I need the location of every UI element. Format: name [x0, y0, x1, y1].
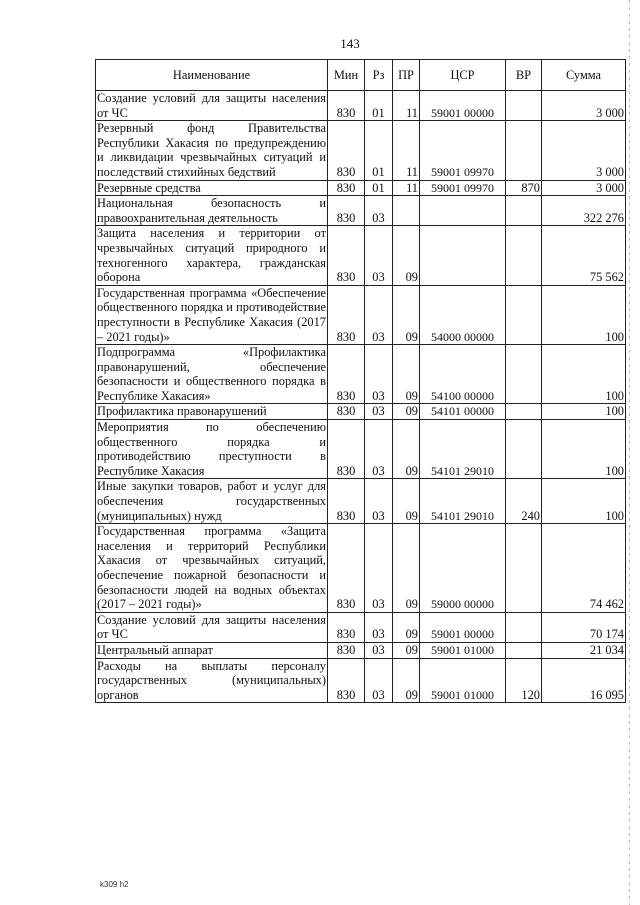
cell-name: Государственная программа «Защита населения и территорий Республики Хакасия от чрезвычайных ситуаций, обеспечение пожарной безопасности и безопасности людей на водных объектах (2017 – 2021 годы)» — [97, 524, 326, 612]
scan-edge-artifact — [629, 0, 630, 905]
cell-csr: 59001 01000 — [420, 658, 506, 703]
cell-name: Создание условий для защиты населения от ЧС — [97, 612, 326, 642]
cell-rz: 01 — [365, 91, 393, 121]
cell-min: 830 — [328, 524, 365, 613]
cell-csr: 59001 09970 — [420, 121, 506, 180]
table-header-row — [96, 60, 626, 91]
cell-sum: 100 — [542, 404, 626, 420]
cell-min: 830 — [328, 420, 365, 479]
cell-csr: 59001 01000 — [420, 642, 506, 658]
cell-name: Мероприятия по обеспечению общественного порядка и противодействию преступности в Республике Хакасия — [97, 420, 326, 478]
cell-csr: 59001 09970 — [420, 180, 506, 196]
cell-name: Профилактика правонарушений — [96, 404, 328, 420]
cell-csr: 54100 00000 — [420, 345, 506, 404]
table-row — [96, 345, 626, 404]
cell-vr — [506, 612, 542, 642]
cell-min: 830 — [328, 345, 365, 404]
cell-csr: 54101 00000 — [420, 404, 506, 420]
cell-vr — [506, 226, 542, 285]
cell-min: 830 — [328, 121, 365, 180]
cell-rz: 03 — [365, 479, 393, 524]
table-row — [96, 404, 626, 420]
cell-name: Государственная программа «Обеспечение общественного порядка и противодействие преступности в Республике Хакасия (2017 – 2021 годы)» — [97, 285, 326, 344]
cell-sum: 21 034 — [542, 642, 626, 658]
cell-sum: 74 462 — [542, 524, 626, 613]
cell-csr: 59001 00000 — [420, 91, 506, 121]
cell-min: 830 — [328, 196, 365, 226]
cell-vr — [506, 642, 542, 658]
cell-sum: 3 000 — [542, 121, 626, 180]
cell-rz: 03 — [365, 524, 393, 613]
cell-sum: 70 174 — [542, 612, 626, 642]
cell-csr — [420, 196, 506, 226]
cell-vr: 870 — [506, 180, 542, 196]
cell-name: Защита населения и территории от чрезвычайных ситуаций природного и техногенного характера, гражданская оборона — [97, 226, 326, 285]
footer-code: k309 h2 — [100, 880, 129, 889]
cell-name: Расходы на выплаты персоналу государственных (муниципальных) органов — [97, 658, 326, 702]
cell-pr: 09 — [393, 642, 420, 658]
cell-csr: 59001 00000 — [420, 612, 506, 642]
header-sum: Сумма — [542, 60, 626, 91]
cell-rz: 01 — [365, 121, 393, 180]
cell-name: Создание условий для защиты населения от ЧС — [97, 91, 326, 120]
cell-pr — [393, 196, 420, 226]
cell-min: 830 — [328, 658, 365, 703]
cell-pr: 11 — [393, 91, 420, 121]
cell-rz: 03 — [365, 658, 393, 703]
cell-pr: 09 — [393, 226, 420, 285]
cell-min: 830 — [328, 91, 365, 121]
table-row — [96, 420, 626, 479]
header-csr: ЦСР — [420, 60, 506, 91]
cell-sum: 16 095 — [542, 658, 626, 703]
header-pr: ПР — [393, 60, 420, 91]
cell-min: 830 — [328, 180, 365, 196]
table-row — [96, 285, 626, 344]
cell-rz: 03 — [365, 642, 393, 658]
cell-sum: 100 — [542, 420, 626, 479]
cell-pr: 09 — [393, 345, 420, 404]
table-row — [96, 612, 626, 642]
cell-name: Подпрограмма «Профилактика правонарушений, обеспечение безопасности и общественного порядка в Республике Хакасия» — [97, 345, 326, 403]
cell-vr — [506, 404, 542, 420]
table-row — [96, 226, 626, 285]
cell-sum: 100 — [542, 345, 626, 404]
cell-vr — [506, 524, 542, 613]
cell-name: Резервный фонд Правительства Республики Хакасия по предупреждению и ликвидации чрезвычайных ситуаций и последствий стихийных бедствий — [97, 121, 326, 179]
cell-pr: 09 — [393, 658, 420, 703]
cell-sum: 100 — [542, 285, 626, 344]
cell-rz: 03 — [365, 196, 393, 226]
cell-rz: 03 — [365, 612, 393, 642]
cell-vr — [506, 285, 542, 344]
cell-sum: 3 000 — [542, 91, 626, 121]
cell-min: 830 — [328, 404, 365, 420]
cell-name: Национальная безопасность и правоохранительная деятельность — [97, 196, 326, 225]
header-min: Мин — [328, 60, 365, 91]
header-rz: Рз — [365, 60, 393, 91]
table-row — [96, 479, 626, 524]
table-body — [96, 91, 626, 703]
cell-pr: 11 — [393, 121, 420, 180]
cell-min: 830 — [328, 612, 365, 642]
table-row — [96, 642, 626, 658]
cell-min: 830 — [328, 285, 365, 344]
table-row — [96, 196, 626, 226]
cell-sum: 75 562 — [542, 226, 626, 285]
table-row — [96, 658, 626, 703]
cell-pr: 09 — [393, 420, 420, 479]
cell-csr — [420, 226, 506, 285]
header-name: Наименование — [96, 60, 328, 91]
cell-pr: 09 — [393, 285, 420, 344]
cell-csr: 54000 00000 — [420, 285, 506, 344]
cell-min: 830 — [328, 479, 365, 524]
cell-pr: 11 — [393, 180, 420, 196]
cell-vr — [506, 121, 542, 180]
table-row — [96, 91, 626, 121]
cell-pr: 09 — [393, 479, 420, 524]
cell-rz: 03 — [365, 285, 393, 344]
cell-sum: 322 276 — [542, 196, 626, 226]
cell-vr — [506, 420, 542, 479]
cell-rz: 03 — [365, 420, 393, 479]
cell-min: 830 — [328, 226, 365, 285]
cell-csr: 59000 00000 — [420, 524, 506, 613]
cell-rz: 03 — [365, 345, 393, 404]
cell-sum: 3 000 — [542, 180, 626, 196]
cell-vr — [506, 196, 542, 226]
cell-pr: 09 — [393, 524, 420, 613]
cell-vr: 120 — [506, 658, 542, 703]
cell-vr — [506, 91, 542, 121]
cell-min: 830 — [328, 642, 365, 658]
table-row — [96, 180, 626, 196]
table-row — [96, 121, 626, 180]
cell-pr: 09 — [393, 612, 420, 642]
cell-name: Резервные средства — [96, 180, 328, 196]
cell-csr: 54101 29010 — [420, 479, 506, 524]
budget-table — [95, 59, 626, 703]
table-row — [96, 524, 626, 613]
cell-csr: 54101 29010 — [420, 420, 506, 479]
page-number: 143 — [340, 36, 360, 51]
cell-rz: 03 — [365, 226, 393, 285]
header-vr: ВР — [506, 60, 542, 91]
cell-vr — [506, 345, 542, 404]
cell-sum: 100 — [542, 479, 626, 524]
cell-name: Иные закупки товаров, работ и услуг для обеспечения государственных (муниципальных) нужд — [97, 479, 326, 523]
cell-name: Центральный аппарат — [96, 642, 328, 658]
cell-rz: 03 — [365, 404, 393, 420]
cell-pr: 09 — [393, 404, 420, 420]
cell-vr: 240 — [506, 479, 542, 524]
cell-rz: 01 — [365, 180, 393, 196]
